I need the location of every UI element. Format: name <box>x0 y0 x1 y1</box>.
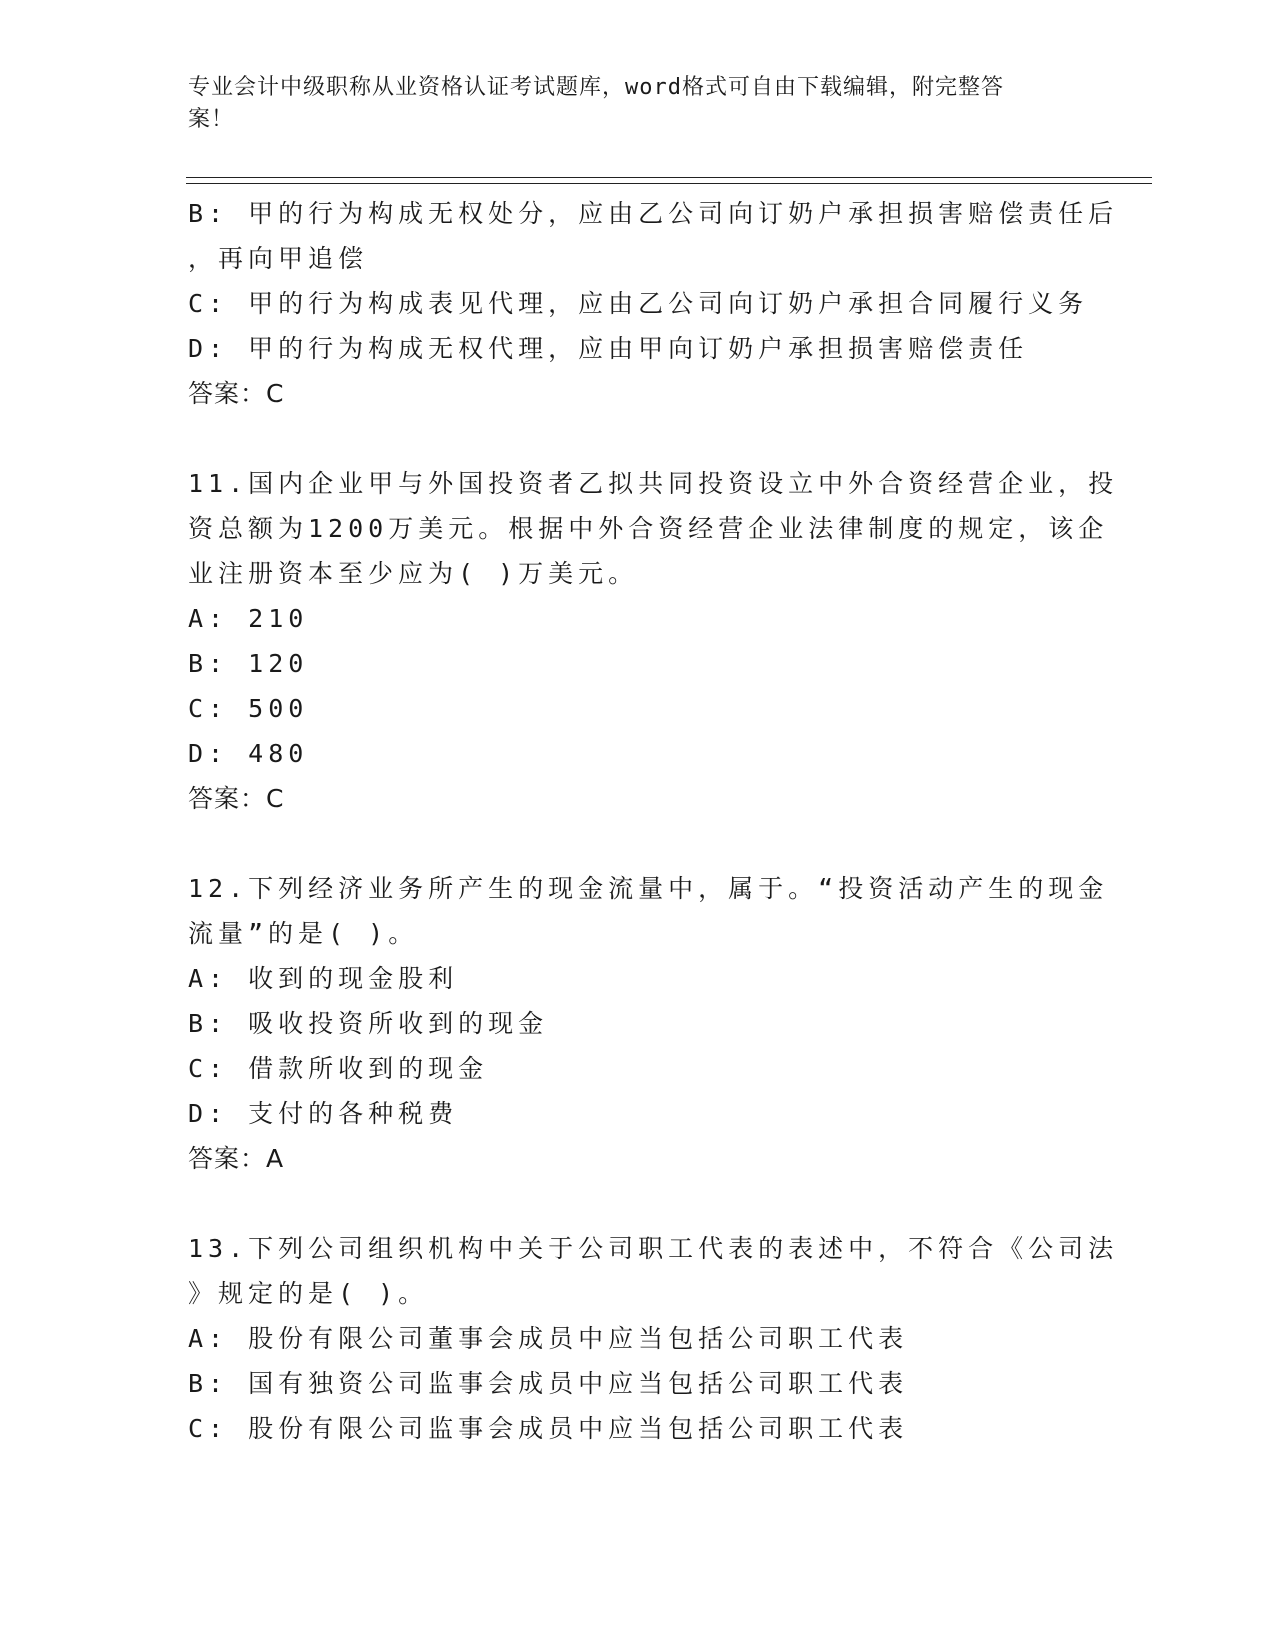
option-d: D: 支付的各种税费 <box>188 1099 459 1128</box>
option-b-continued: ，再向甲追偿 <box>188 244 369 273</box>
spacer <box>188 416 1088 461</box>
option-b: B: 国有独资公司监事会成员中应当包括公司职工代表 <box>188 1369 909 1398</box>
header-rule-top <box>186 177 1152 178</box>
answer: 答案：C <box>188 784 285 813</box>
question-list <box>188 191 1119 1451</box>
option-a: A: 收到的现金股利 <box>188 964 459 993</box>
question-stem: 》规定的是( )。 <box>188 1279 429 1308</box>
header-line-2: 案！ <box>188 107 235 132</box>
option-b: B: 120 <box>188 649 309 678</box>
option-d: D: 甲的行为构成无权代理，应由甲向订奶户承担损害赔偿责任 <box>188 334 1029 363</box>
question-stem: 流量”的是( )。 <box>188 919 419 948</box>
option-b: B: 吸收投资所收到的现金 <box>188 1009 549 1038</box>
question-stem: 业注册资本至少应为( )万美元。 <box>188 559 639 588</box>
option-a: A: 210 <box>188 604 309 633</box>
question-11 <box>188 461 1119 821</box>
question-stem: 13.下列公司组织机构中关于公司职工代表的表述中，不符合《公司法 <box>188 1234 1119 1263</box>
option-a: A: 股份有限公司董事会成员中应当包括公司职工代表 <box>188 1324 909 1353</box>
page-header <box>188 72 1068 136</box>
question-10-tail <box>188 191 1119 416</box>
question-stem: 11.国内企业甲与外国投资者乙拟共同投资设立中外合资经营企业，投 <box>188 469 1119 498</box>
option-d: D: 480 <box>188 739 309 768</box>
question-12 <box>188 866 1109 1181</box>
question-stem: 12.下列经济业务所产生的现金流量中，属于。“投资活动产生的现金 <box>188 874 1109 903</box>
option-b: B: 甲的行为构成无权处分，应由乙公司向订奶户承担损害赔偿责任后 <box>188 199 1119 228</box>
option-c: C: 甲的行为构成表见代理，应由乙公司向订奶户承担合同履行义务 <box>188 289 1089 318</box>
spacer <box>188 821 1088 866</box>
header-line-1: 专业会计中级职称从业资格认证考试题库，word格式可自由下载编辑，附完整答 <box>188 75 1004 100</box>
spacer <box>188 1181 1088 1226</box>
option-c: C: 借款所收到的现金 <box>188 1054 489 1083</box>
question-13 <box>188 1226 1119 1451</box>
header-rule-bottom <box>186 183 1152 184</box>
option-c: C: 500 <box>188 694 309 723</box>
option-c: C: 股份有限公司监事会成员中应当包括公司职工代表 <box>188 1414 909 1443</box>
question-stem: 资总额为1200万美元。根据中外合资经营企业法律制度的规定，该企 <box>188 514 1109 543</box>
answer: 答案：A <box>188 1144 285 1173</box>
answer: 答案：C <box>188 379 285 408</box>
